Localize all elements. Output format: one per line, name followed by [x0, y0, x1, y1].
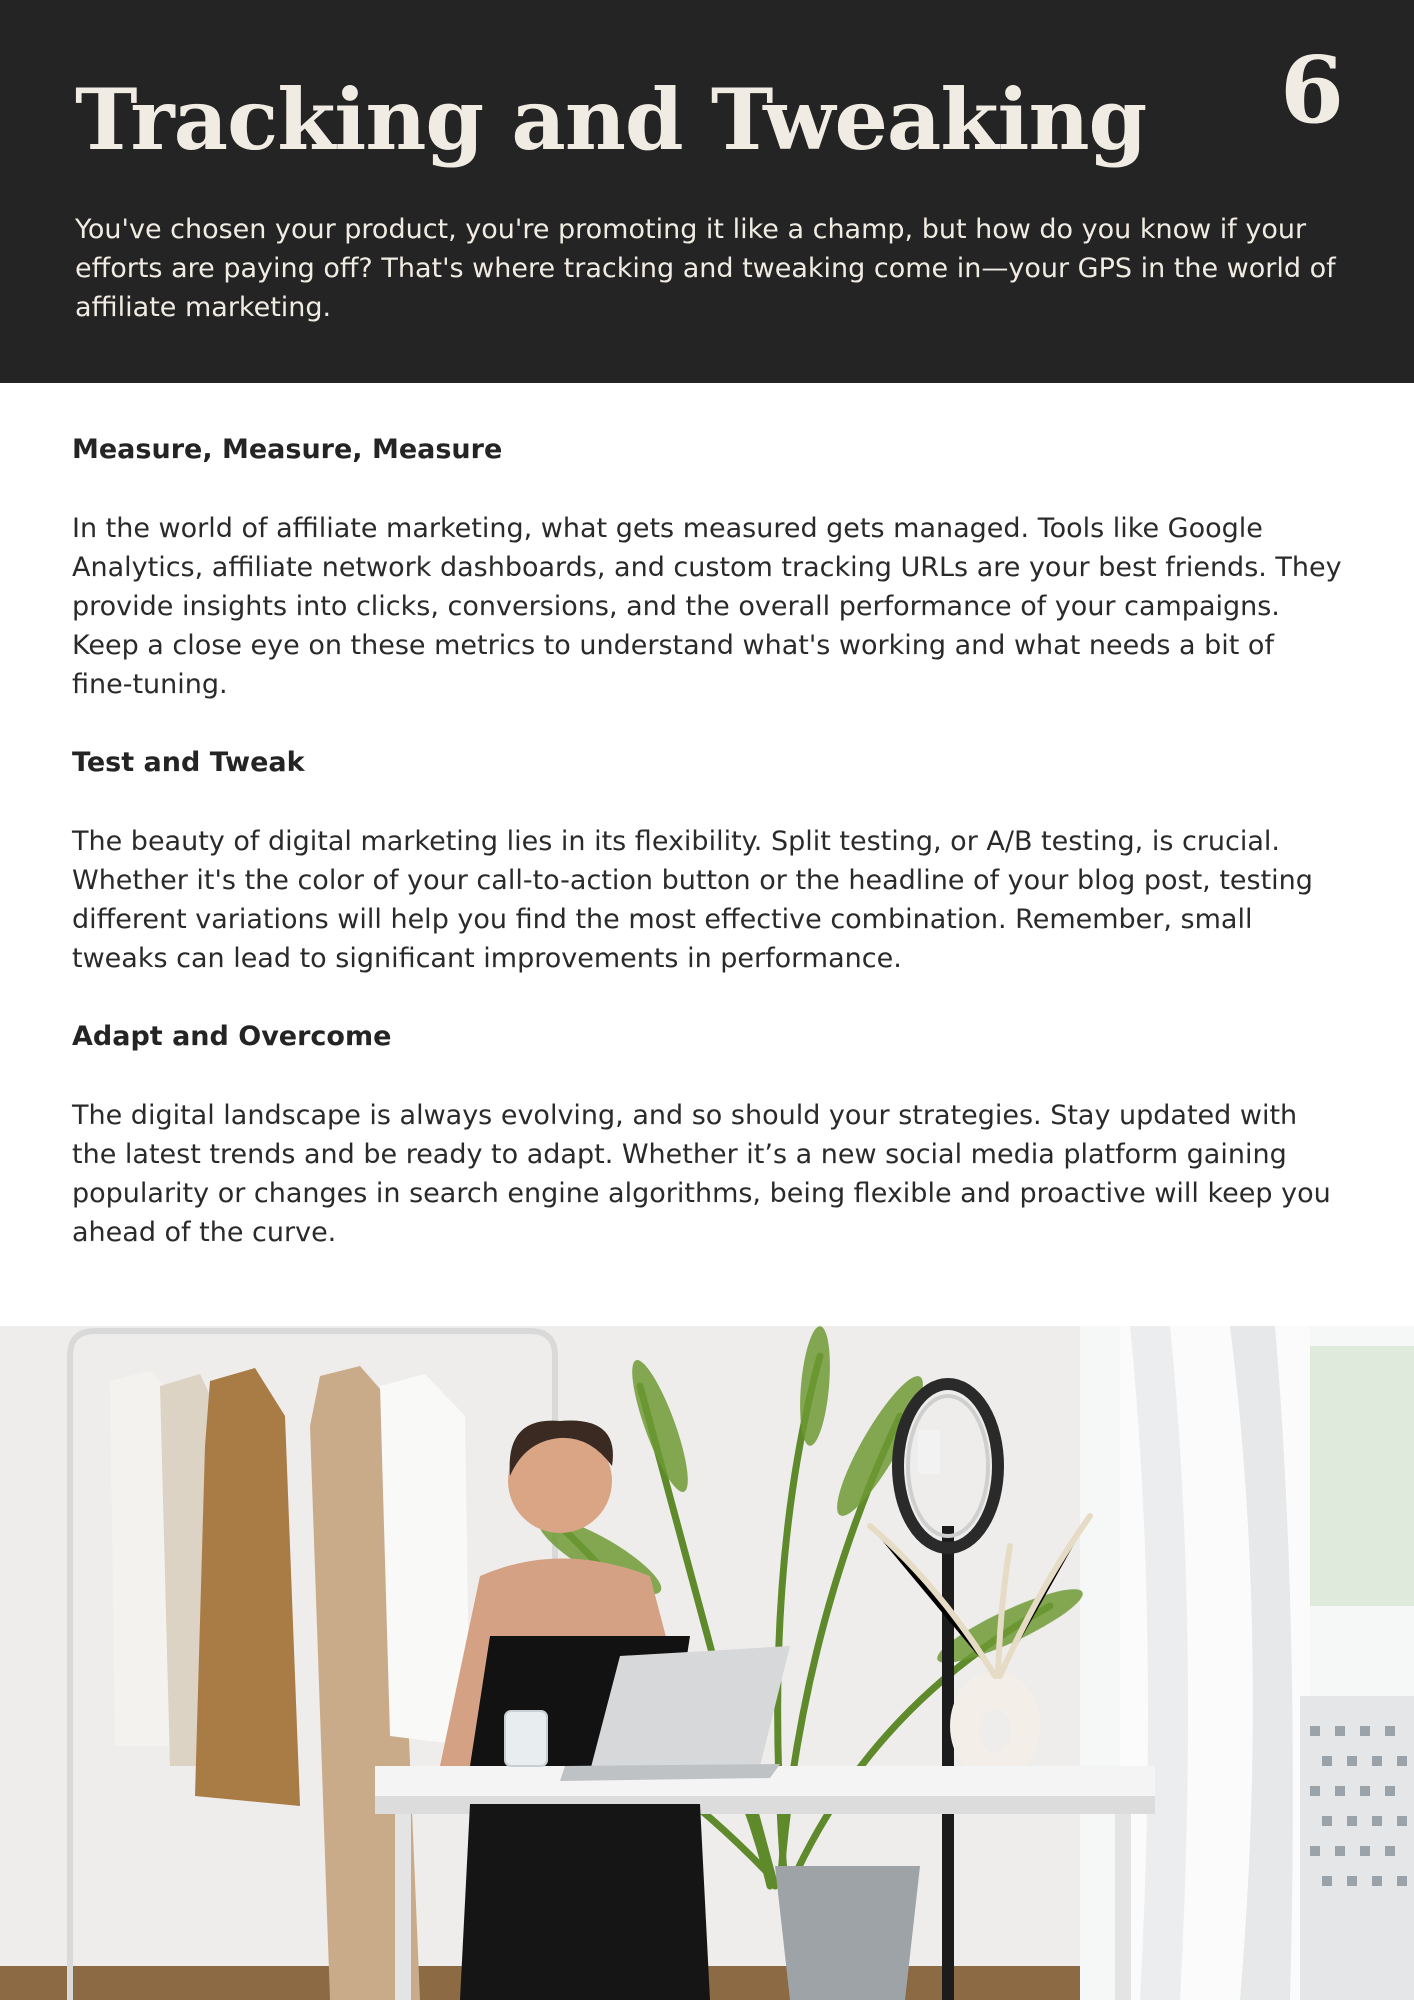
intro-paragraph: You've chosen your product, you're promoting it like a champ, but how do you know if your efforts are paying off? That's where tracking and tweaking come in—your GPS in the world of affiliate marketing.	[75, 214, 1336, 323]
workspace-photo	[0, 1326, 1414, 2000]
section-text-measure: In the world of affiliate marketing, what gets measured gets managed. Tools like Google Analytics, affiliate network dashboards, and custom tracking URLs are your best friends. They provide insights into clicks, conversions, and the overall performance of your campaigns. Keep a close eye on these metrics to understand what's working and what needs a bit of fine-tuning.	[72, 513, 1342, 700]
header-band	[0, 0, 1414, 383]
page-number: 6	[1279, 36, 1344, 144]
section-heading-adapt: Adapt and Overcome	[72, 1021, 392, 1052]
section-heading-test: Test and Tweak	[72, 747, 305, 778]
content-area	[72, 428, 1342, 1289]
page-title: Tracking and Tweaking	[75, 70, 1147, 169]
section-text-adapt: The digital landscape is always evolving, and so should your strategies. Stay updated with the latest trends and be ready to adapt. Whether it’s a new social media platform gaining popularity or changes in search engine algorithms, being flexible and proactive will keep you ahead of the curve.	[72, 1100, 1331, 1248]
section-heading-measure: Measure, Measure, Measure	[72, 434, 503, 465]
section-text-test: The beauty of digital marketing lies in its flexibility. Split testing, or A/B testing, is crucial. Whether it's the color of your call-to-action button or the headline of your blog post, testing different variations will help you find the most effective combination. Remember, small tweaks can lead to significant improvements in performance.	[72, 826, 1313, 974]
